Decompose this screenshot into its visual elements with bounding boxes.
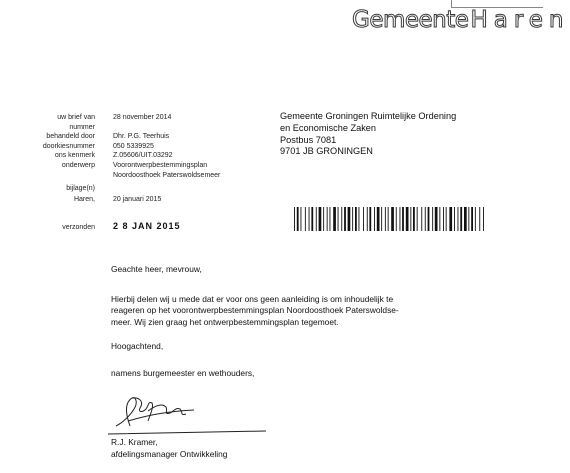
meta-label-attachments: bijlage(n): [66, 185, 95, 192]
meta-value-letter-of: 28 november 2014: [113, 114, 172, 121]
barcode-bar: [369, 207, 371, 231]
meta-value-handled-by: Dhr. P.G. Teerhuis: [113, 133, 170, 141]
address-line: Postbus 7081: [280, 134, 337, 145]
handwritten-signature: [108, 393, 268, 439]
barcode-bar: [388, 207, 389, 231]
barcode-bar: [327, 207, 328, 231]
barcode-bar: [396, 207, 397, 231]
barcode-bar: [323, 207, 324, 231]
barcode-bar: [391, 207, 394, 231]
barcode-bar: [381, 207, 382, 231]
signer-title: afdelingsmanager Ontwikkeling: [111, 449, 228, 459]
meta-label-subject: onderwerp: [61, 162, 95, 169]
meta-label-our-reference: ons kenmerk: [54, 152, 95, 160]
barcode-bar: [367, 207, 368, 231]
address-line: en Economische Zaken: [280, 122, 377, 133]
barcode-bar: [341, 207, 342, 231]
municipality-logo: [352, 7, 570, 33]
barcode-bar: [316, 207, 317, 231]
barcode-bar: [330, 207, 331, 231]
meta-value-direct-phone: 050 5339925: [113, 142, 154, 150]
meta-label-handled-by: behandeld door: [46, 133, 95, 141]
meta-value-our-reference: Z.05606/UIT.03292: [113, 152, 173, 160]
barcode-bar: [406, 207, 409, 231]
barcode-bar: [425, 207, 426, 231]
barcode-bar: [413, 207, 415, 231]
barcode-bar: [464, 207, 467, 231]
barcode-bar: [305, 207, 306, 231]
barcode-bar: [439, 207, 440, 231]
barcode-bar: [449, 207, 452, 231]
address-line: 9701 JB GRONINGEN: [280, 146, 373, 157]
barcode-bar: [458, 207, 459, 231]
barcode-bar: [460, 207, 462, 231]
barcode-bar: [333, 207, 336, 231]
barcode-bar: [402, 207, 404, 231]
meta-label-place: Haren,: [73, 195, 95, 203]
barcode-bar: [309, 207, 310, 231]
sent-date-stamp: 2 8 JAN 2015: [113, 221, 181, 231]
barcode-bar: [475, 207, 476, 231]
barcode-bar: [363, 207, 364, 231]
barcode-bar: [311, 207, 313, 231]
barcode-bar: [428, 207, 430, 231]
barcode-bar: [297, 207, 299, 231]
barcode-bar: [417, 207, 418, 231]
barcode-bar: [344, 207, 346, 231]
barcode-bar: [359, 207, 360, 231]
address-line: Gemeente Groningen Ruimtelijke Ordening: [280, 111, 457, 121]
barcode-bar: [385, 207, 386, 231]
barcode-bar: [435, 207, 438, 231]
barcode-bar: [483, 207, 484, 231]
closing: Hoogachtend,: [111, 341, 164, 351]
barcode-bar: [377, 207, 380, 231]
barcode-bar: [301, 207, 302, 231]
meta-label-number: nummer: [69, 123, 95, 131]
signer-name: R.J. Kramer,: [111, 437, 158, 447]
barcode-bar: [471, 207, 473, 231]
salutation: Geachte heer, mevrouw,: [111, 264, 202, 274]
meta-label-sent: verzonden: [62, 224, 95, 231]
barcode: [294, 207, 487, 231]
meta-value-date: 20 januari 2015: [113, 195, 162, 203]
barcode-bar: [410, 207, 411, 231]
meta-label-letter-of: uw brief van: [57, 114, 95, 121]
meta-value-subject: Voorontwerpbestemmingsplan: [113, 162, 208, 169]
barcode-bar: [400, 207, 401, 231]
logo-word-gemeente: Gemeente: [352, 7, 469, 33]
barcode-bar: [443, 207, 444, 231]
barcode-bar: [432, 207, 433, 231]
meta-label-direct-phone: doorkiesnummer: [42, 142, 95, 150]
recipient-address: [280, 111, 456, 158]
body-line: reageren op het voorontwerpbestemmingsplan Noordoosthoek Paterswoldse-: [111, 305, 399, 316]
barcode-bar: [454, 207, 455, 231]
body-line: Hierbij delen wij u mede dat er voor ons geen aanleiding is om inhoudelijk te: [111, 294, 394, 304]
barcode-bar: [479, 207, 480, 231]
barcode-bar: [421, 207, 422, 231]
barcode-bar: [352, 207, 353, 231]
meta-value-subject-line2: Noordoosthoek Paterswoldsemeer: [113, 171, 221, 179]
barcode-bar: [319, 207, 322, 231]
barcode-bar: [468, 207, 469, 231]
barcode-bar: [294, 207, 295, 231]
barcode-bar: [338, 207, 339, 231]
on-behalf-line: namens burgemeester en wethouders,: [111, 368, 255, 378]
barcode-bar: [446, 207, 447, 231]
barcode-bar: [374, 207, 375, 231]
barcode-bar: [355, 207, 357, 231]
barcode-bar: [348, 207, 351, 231]
logo-word-haren: Haren: [470, 7, 570, 33]
body-line: meer. Wij zien graag het ontwerpbestemmingsplan tegemoet.: [111, 316, 339, 327]
